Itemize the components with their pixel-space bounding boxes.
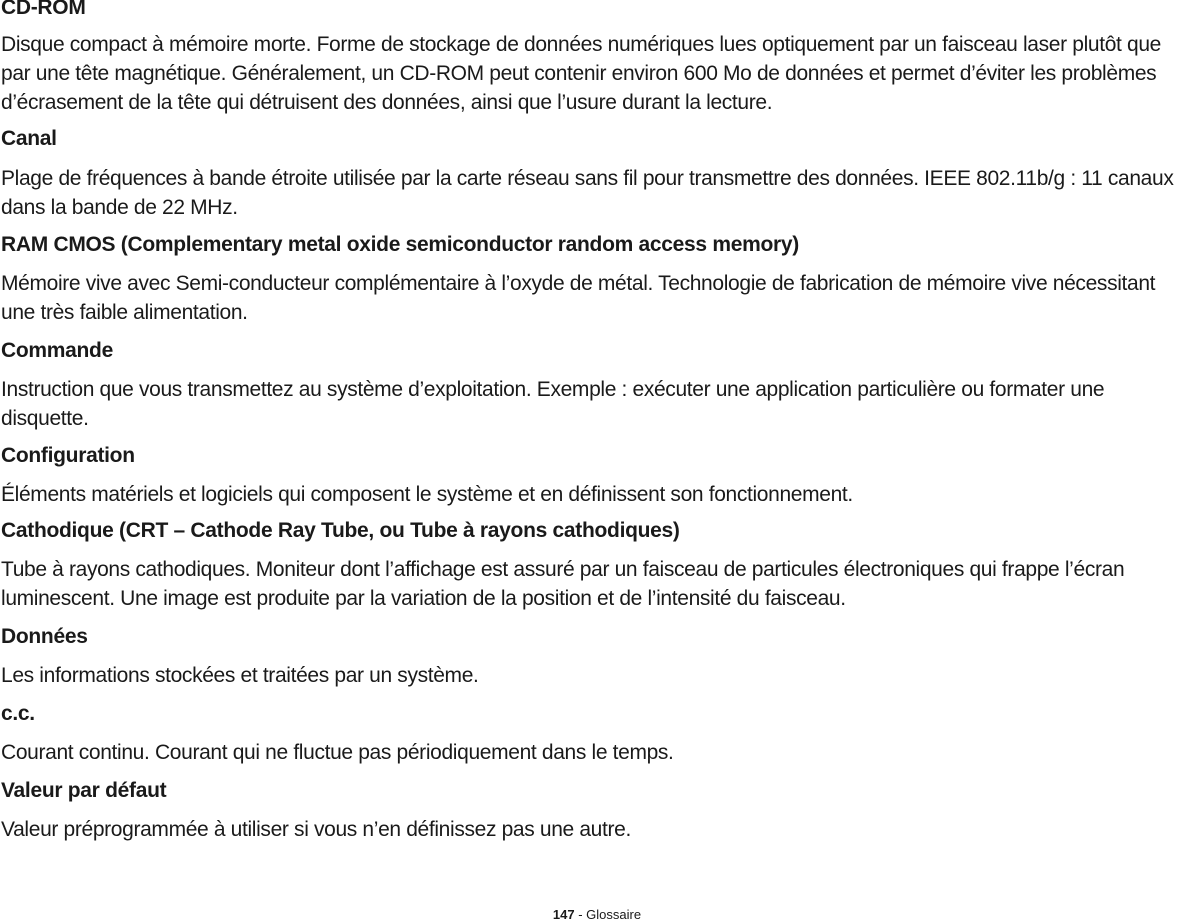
glossary-definition: Les informations stockées et traitées par un système. <box>1 664 479 687</box>
glossary-term: RAM CMOS (Complementary metal oxide semiconductor random access memory) <box>1 233 799 256</box>
glossary-definition: Tube à rayons cathodiques. Moniteur dont l’affichage est assuré par un faisceau de particules électroniques qui frappe l’écran luminescent. Une image est produite par la variation de la position et de l’intensité du faisceau. <box>1 558 1125 610</box>
glossary-entry <box>1 127 1191 222</box>
glossary-term: Configuration <box>1 444 135 467</box>
glossary-definition: Disque compact à mémoire morte. Forme de stockage de données numériques lues optiquement par un faisceau laser plutôt que par une tête magnétique. Généralement, un CD-ROM peut contenir environ 600 Mo de données et permet d’éviter les problèmes d’écrasement de la tête qui détruisent des données, ainsi que l’usure durant la lecture. <box>1 33 1161 114</box>
glossary-term: Valeur par défaut <box>1 779 167 802</box>
glossary-entry <box>1 519 1191 613</box>
glossary-term: Commande <box>1 339 113 362</box>
glossary-definition: Courant continu. Courant qui ne fluctue pas périodiquement dans le temps. <box>1 741 674 764</box>
page-number: 147 <box>552 907 575 922</box>
page-footer <box>0 907 1194 923</box>
glossary-term: Données <box>1 625 88 648</box>
glossary-entry <box>1 702 1191 767</box>
glossary-definition: Valeur préprogrammée à utiliser si vous n’en définissez pas une autre. <box>1 818 631 841</box>
glossary-entry <box>1 0 1191 117</box>
glossary-entry <box>1 444 1191 509</box>
glossary-term: Canal <box>1 127 57 150</box>
glossary-entry <box>1 339 1191 433</box>
glossary-term: Cathodique (CRT – Cathode Ray Tube, ou Tube à rayons cathodiques) <box>1 519 680 542</box>
glossary-term: CD-ROM <box>1 0 86 19</box>
glossary-definition: Éléments matériels et logiciels qui composent le système et en définissent son fonctionnement. <box>1 483 853 506</box>
glossary-entry <box>1 625 1191 690</box>
glossary-entry <box>1 779 1191 844</box>
glossary-definition: Instruction que vous transmettez au système d’exploitation. Exemple : exécuter une application particulière ou formater une disquette. <box>1 378 1105 430</box>
footer-section-label: - Glossaire <box>574 907 642 922</box>
glossary-list <box>1 0 1191 844</box>
glossary-definition: Mémoire vive avec Semi-conducteur complémentaire à l’oxyde de métal. Technologie de fabrication de mémoire vive nécessitant une très faible alimentation. <box>1 272 1156 324</box>
glossary-term: c.c. <box>1 702 35 725</box>
glossary-entry <box>1 233 1191 327</box>
glossary-definition: Plage de fréquences à bande étroite utilisée par la carte réseau sans fil pour transmettre des données. IEEE 802.11b/g : 11 canaux dans la bande de 22 MHz. <box>1 167 1174 219</box>
